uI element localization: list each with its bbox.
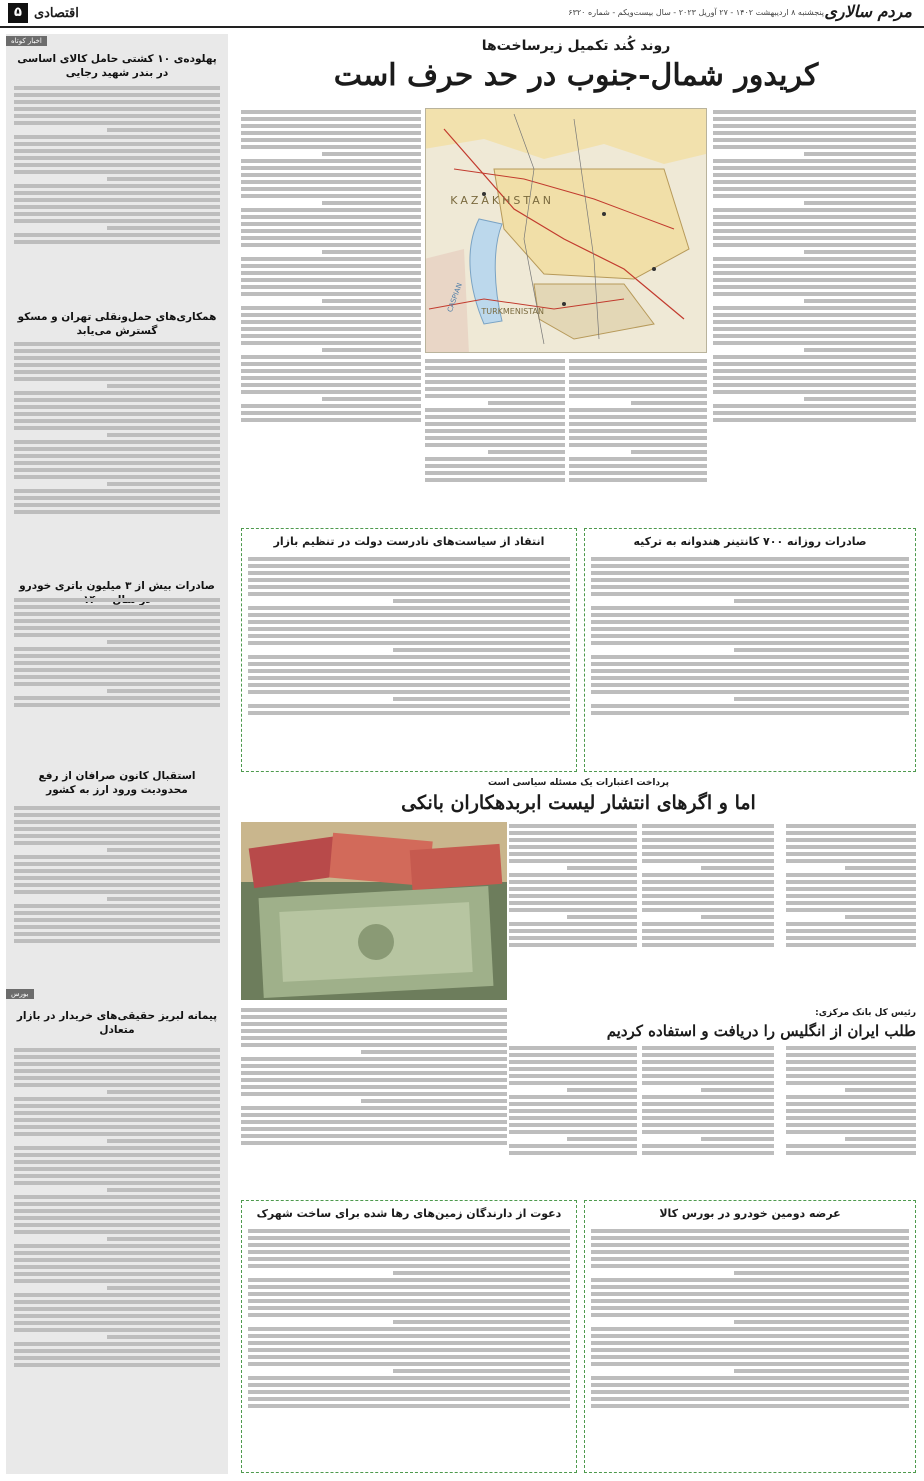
cbi-headline: طلب ایران از انگلیس را دریافت و استفاده کردیم xyxy=(606,1022,916,1040)
cbi-column xyxy=(509,1044,637,1194)
lead-column xyxy=(241,108,421,520)
cbi-column xyxy=(241,1006,507,1194)
criticism-box xyxy=(241,528,577,772)
sidebar-headline: پهلوده‌ی ۱۰ کشتی حامل کالای اساسی در بندر شهید رجایی xyxy=(17,53,217,79)
section-label xyxy=(8,3,79,23)
box-headline: عرضه دومین خودرو در بورس کالا xyxy=(659,1207,841,1220)
money-graphic xyxy=(241,822,507,1000)
sidebar-headline: استقبال کانون صرافان از رفع محدودیت ورود ارز به کشور xyxy=(38,770,196,796)
sidebar-body xyxy=(14,804,220,984)
lead-kicker: روند کُند تکمیل زیرساخت‌ها xyxy=(481,38,671,54)
box-body xyxy=(248,1227,570,1466)
banks-column xyxy=(786,822,916,992)
map-image xyxy=(425,108,707,353)
sidebar-headline: صادرات بیش از ۳ میلیون باتری خودرو xyxy=(19,580,215,592)
box-body xyxy=(591,555,909,765)
sidebar-headline: پیمانه لبریز حقیقی‌های خریدار در بازار متعادل xyxy=(16,1010,218,1036)
box-headline: صادرات روزانه ۷۰۰ کانتینر هندوانه به ترکیه xyxy=(633,535,867,548)
cbi-column xyxy=(786,1044,916,1194)
masthead xyxy=(0,0,924,28)
exports-box xyxy=(584,528,916,772)
sidebar-headline: همکاری‌های حمل‌ونقلی تهران و مسکو گسترش می‌یابد xyxy=(17,311,217,337)
map-label: CASPIAN xyxy=(445,281,464,314)
cbi-kicker: رئیس کل بانک مرکزی: xyxy=(815,1008,916,1018)
cbi-column xyxy=(642,1044,774,1194)
land-box xyxy=(241,1200,577,1473)
cars-box xyxy=(584,1200,916,1473)
banks-kicker: پرداخت اعتبارات یک مسئله سیاسی است xyxy=(487,778,670,788)
news-sidebar xyxy=(6,34,228,1474)
money-photo xyxy=(241,822,507,1000)
lead-column xyxy=(569,357,707,521)
section-name: اقتصادی xyxy=(33,5,79,21)
lead-column xyxy=(713,108,916,520)
sidebar-body xyxy=(14,340,220,566)
box-headline: انتقاد از سیاست‌های نادرست دولت در تنظیم بازار xyxy=(273,535,545,548)
box-body xyxy=(248,555,570,765)
box-headline: دعوت از دارندگان زمین‌های رها شده برای ساخت شهرک xyxy=(256,1207,562,1220)
newspaper-title: مردم سالاری xyxy=(824,2,912,21)
map-graphic xyxy=(425,109,706,353)
map-label: TURKMENISTAN xyxy=(481,307,544,316)
lead-column xyxy=(425,357,565,521)
sidebar-tag: اخبار کوتاه xyxy=(6,36,47,46)
box-body xyxy=(591,1227,909,1466)
lead-headline: کریدور شمال-جنوب در حد حرف است xyxy=(333,58,819,93)
issue-info: پنجشنبه ۸ اردیبهشت ۱۴۰۲ - ۲۷ آوریل ۲۰۲۳ - سال بیست‌و‌یکم - شماره ۶۳۲۰ xyxy=(568,8,824,17)
banks-column xyxy=(509,822,637,992)
banks-column xyxy=(642,822,774,992)
page-number: ۵ xyxy=(8,3,28,23)
sidebar-body xyxy=(14,1046,220,1466)
sidebar-body xyxy=(14,84,220,292)
map-label: KAZAKHSTAN xyxy=(450,194,554,207)
sidebar-body xyxy=(14,596,220,746)
banks-headline: اما و اگرهای انتشار لیست ابربدهکاران بانکی xyxy=(401,792,756,814)
sidebar-tag: بورس xyxy=(6,989,34,999)
